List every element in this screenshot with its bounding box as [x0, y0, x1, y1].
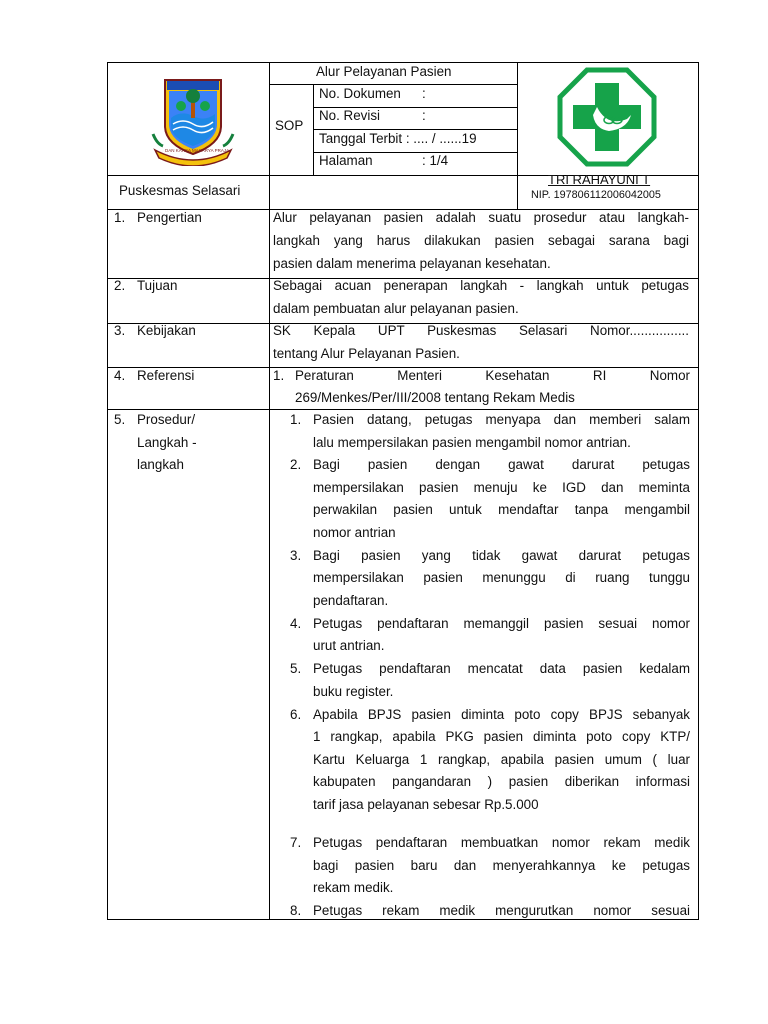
no-dokumen-value: : — [422, 86, 426, 101]
referensi-label: Referensi — [137, 368, 195, 383]
referensi-line-1: Peraturan Menteri Kesehatan RI Nomor — [295, 368, 690, 383]
step-5-line-2: buku register. — [313, 684, 394, 699]
crest-top-text: KAB. PANGANDARAN — [171, 75, 224, 81]
prosedur-number: 5. — [114, 412, 126, 427]
crest-ribbon-text: DAN KARSA MAKARYA PRAJA — [165, 148, 230, 153]
step-6-line-2: 1 rangkap, apabila PKG pasien diminta poto copy KTP/ — [313, 729, 690, 744]
step-7-line-2: bagi pasien baru dan menyerahkannya ke petugas — [313, 858, 690, 873]
step-1-line-2: lalu mempersilakan pasien mengambil nomor antrian. — [313, 435, 631, 450]
puskesmas-cross-logo — [557, 67, 657, 167]
pengertian-line-1: Alur pelayanan pasien adalah suatu prosedur atau langkah- — [273, 210, 689, 225]
rule-col-label — [269, 62, 270, 920]
step-6-line-1: Apabila BPJS pasien diminta poto copy BPJS sebanyak — [313, 707, 690, 722]
pengertian-label: Pengertian — [137, 210, 202, 225]
step-4-number: 4. — [290, 616, 302, 631]
step-3-number: 3. — [290, 548, 302, 563]
tujuan-line-1: Sebagai acuan penerapan langkah - langkah untuk petugas — [273, 278, 689, 293]
kebijakan-label: Kebijakan — [137, 323, 196, 338]
border-left — [107, 62, 108, 920]
step-3-line-2: mempersilakan pasien menunggu di ruang tunggu — [313, 570, 690, 585]
pengertian-line-2: langkah yang harus dilakukan pasien sebagai sarana bagi — [273, 233, 689, 248]
step-2-line-2: mempersilakan pasien menuju ke IGD dan meminta — [313, 480, 690, 495]
step-1-number: 1. — [290, 412, 302, 427]
border-right — [698, 62, 699, 920]
step-2-number: 2. — [290, 457, 302, 472]
step-4-line-2: urut antrian. — [313, 638, 385, 653]
step-3-line-3: pendaftaran. — [313, 593, 389, 608]
kebijakan-number: 3. — [114, 323, 126, 338]
kebijakan-line-1: SK Kepala UPT Puskesmas Selasari Nomor................ — [273, 323, 689, 338]
halaman-value: : 1/4 — [422, 153, 449, 168]
step-2-line-4: nomor antrian — [313, 525, 396, 540]
step-3-line-1: Bagi pasien yang tidak gawat darurat petugas — [313, 548, 690, 563]
referensi-number: 4. — [114, 368, 126, 383]
tujuan-line-2: dalam pembuatan alur pelayanan pasien. — [273, 301, 519, 316]
tanggal-terbit: Tanggal Terbit : .... / ......19 — [319, 131, 477, 146]
step-8-number: 8. — [290, 903, 302, 918]
step-7-line-3: rekam medik. — [313, 880, 394, 895]
pengertian-line-3: pasien dalam menerima pelayanan kesehatan. — [273, 256, 551, 271]
step-7-line-1: Petugas pendaftaran membuatkan nomor rekam medik — [313, 835, 690, 850]
step-7-number: 7. — [290, 835, 302, 850]
halaman-label: Halaman — [319, 153, 373, 168]
step-2-line-1: Bagi pasien dengan gawat darurat petugas — [313, 457, 690, 472]
step-6-line-3: Kartu Keluarga 1 rangkap, apabila pasien umum ( luar — [313, 752, 690, 767]
step-2-line-3: perwakilan pasien untuk mendaftar tanpa mengambil — [313, 502, 690, 517]
referensi-item-number: 1. — [273, 368, 285, 383]
step-6-line-5: tarif jasa pelayanan sebesar Rp.5.000 — [313, 797, 539, 812]
document-title: Alur Pelayanan Pasien — [316, 64, 452, 79]
no-revisi-label: No. Revisi — [319, 108, 381, 123]
step-1-line-1: Pasien datang, petugas menyapa dan memberi salam — [313, 412, 690, 427]
no-dokumen-label: No. Dokumen — [319, 86, 401, 101]
sop-label: SOP — [275, 118, 304, 133]
institution-name: Puskesmas Selasari — [119, 183, 241, 198]
rule-col-logo — [517, 62, 518, 209]
kebijakan-line-2: tentang Alur Pelayanan Pasien. — [273, 346, 460, 361]
step-4-line-1: Petugas pendaftaran memanggil pasien sesuai nomor — [313, 616, 690, 631]
signatory-name: TRI RAHAYUNI T — [548, 172, 651, 187]
prosedur-label-3: langkah — [137, 457, 184, 472]
rule-col-sop — [313, 84, 314, 175]
step-5-number: 5. — [290, 661, 302, 676]
sop-document — [107, 62, 699, 920]
no-revisi-value: : — [422, 108, 426, 123]
signatory-nip: NIP. 197806112006042005 — [531, 189, 661, 201]
prosedur-label-1: Prosedur/ — [137, 412, 196, 427]
prosedur-label-2: Langkah - — [137, 435, 197, 450]
step-8-line-1: Petugas rekam medik mengurutkan nomor sesuai — [313, 903, 690, 918]
referensi-line-2: 269/Menkes/Per/III/2008 tentang Rekam Medis — [295, 390, 575, 405]
step-5-line-1: Petugas pendaftaran mencatat data pasien kedalam — [313, 661, 690, 676]
pengertian-number: 1. — [114, 210, 126, 225]
step-6-line-4: kabupaten pangandaran ) pasien diberikan informasi — [313, 774, 690, 789]
tujuan-number: 2. — [114, 278, 126, 293]
tujuan-label: Tujuan — [137, 278, 178, 293]
step-6-number: 6. — [290, 707, 302, 722]
